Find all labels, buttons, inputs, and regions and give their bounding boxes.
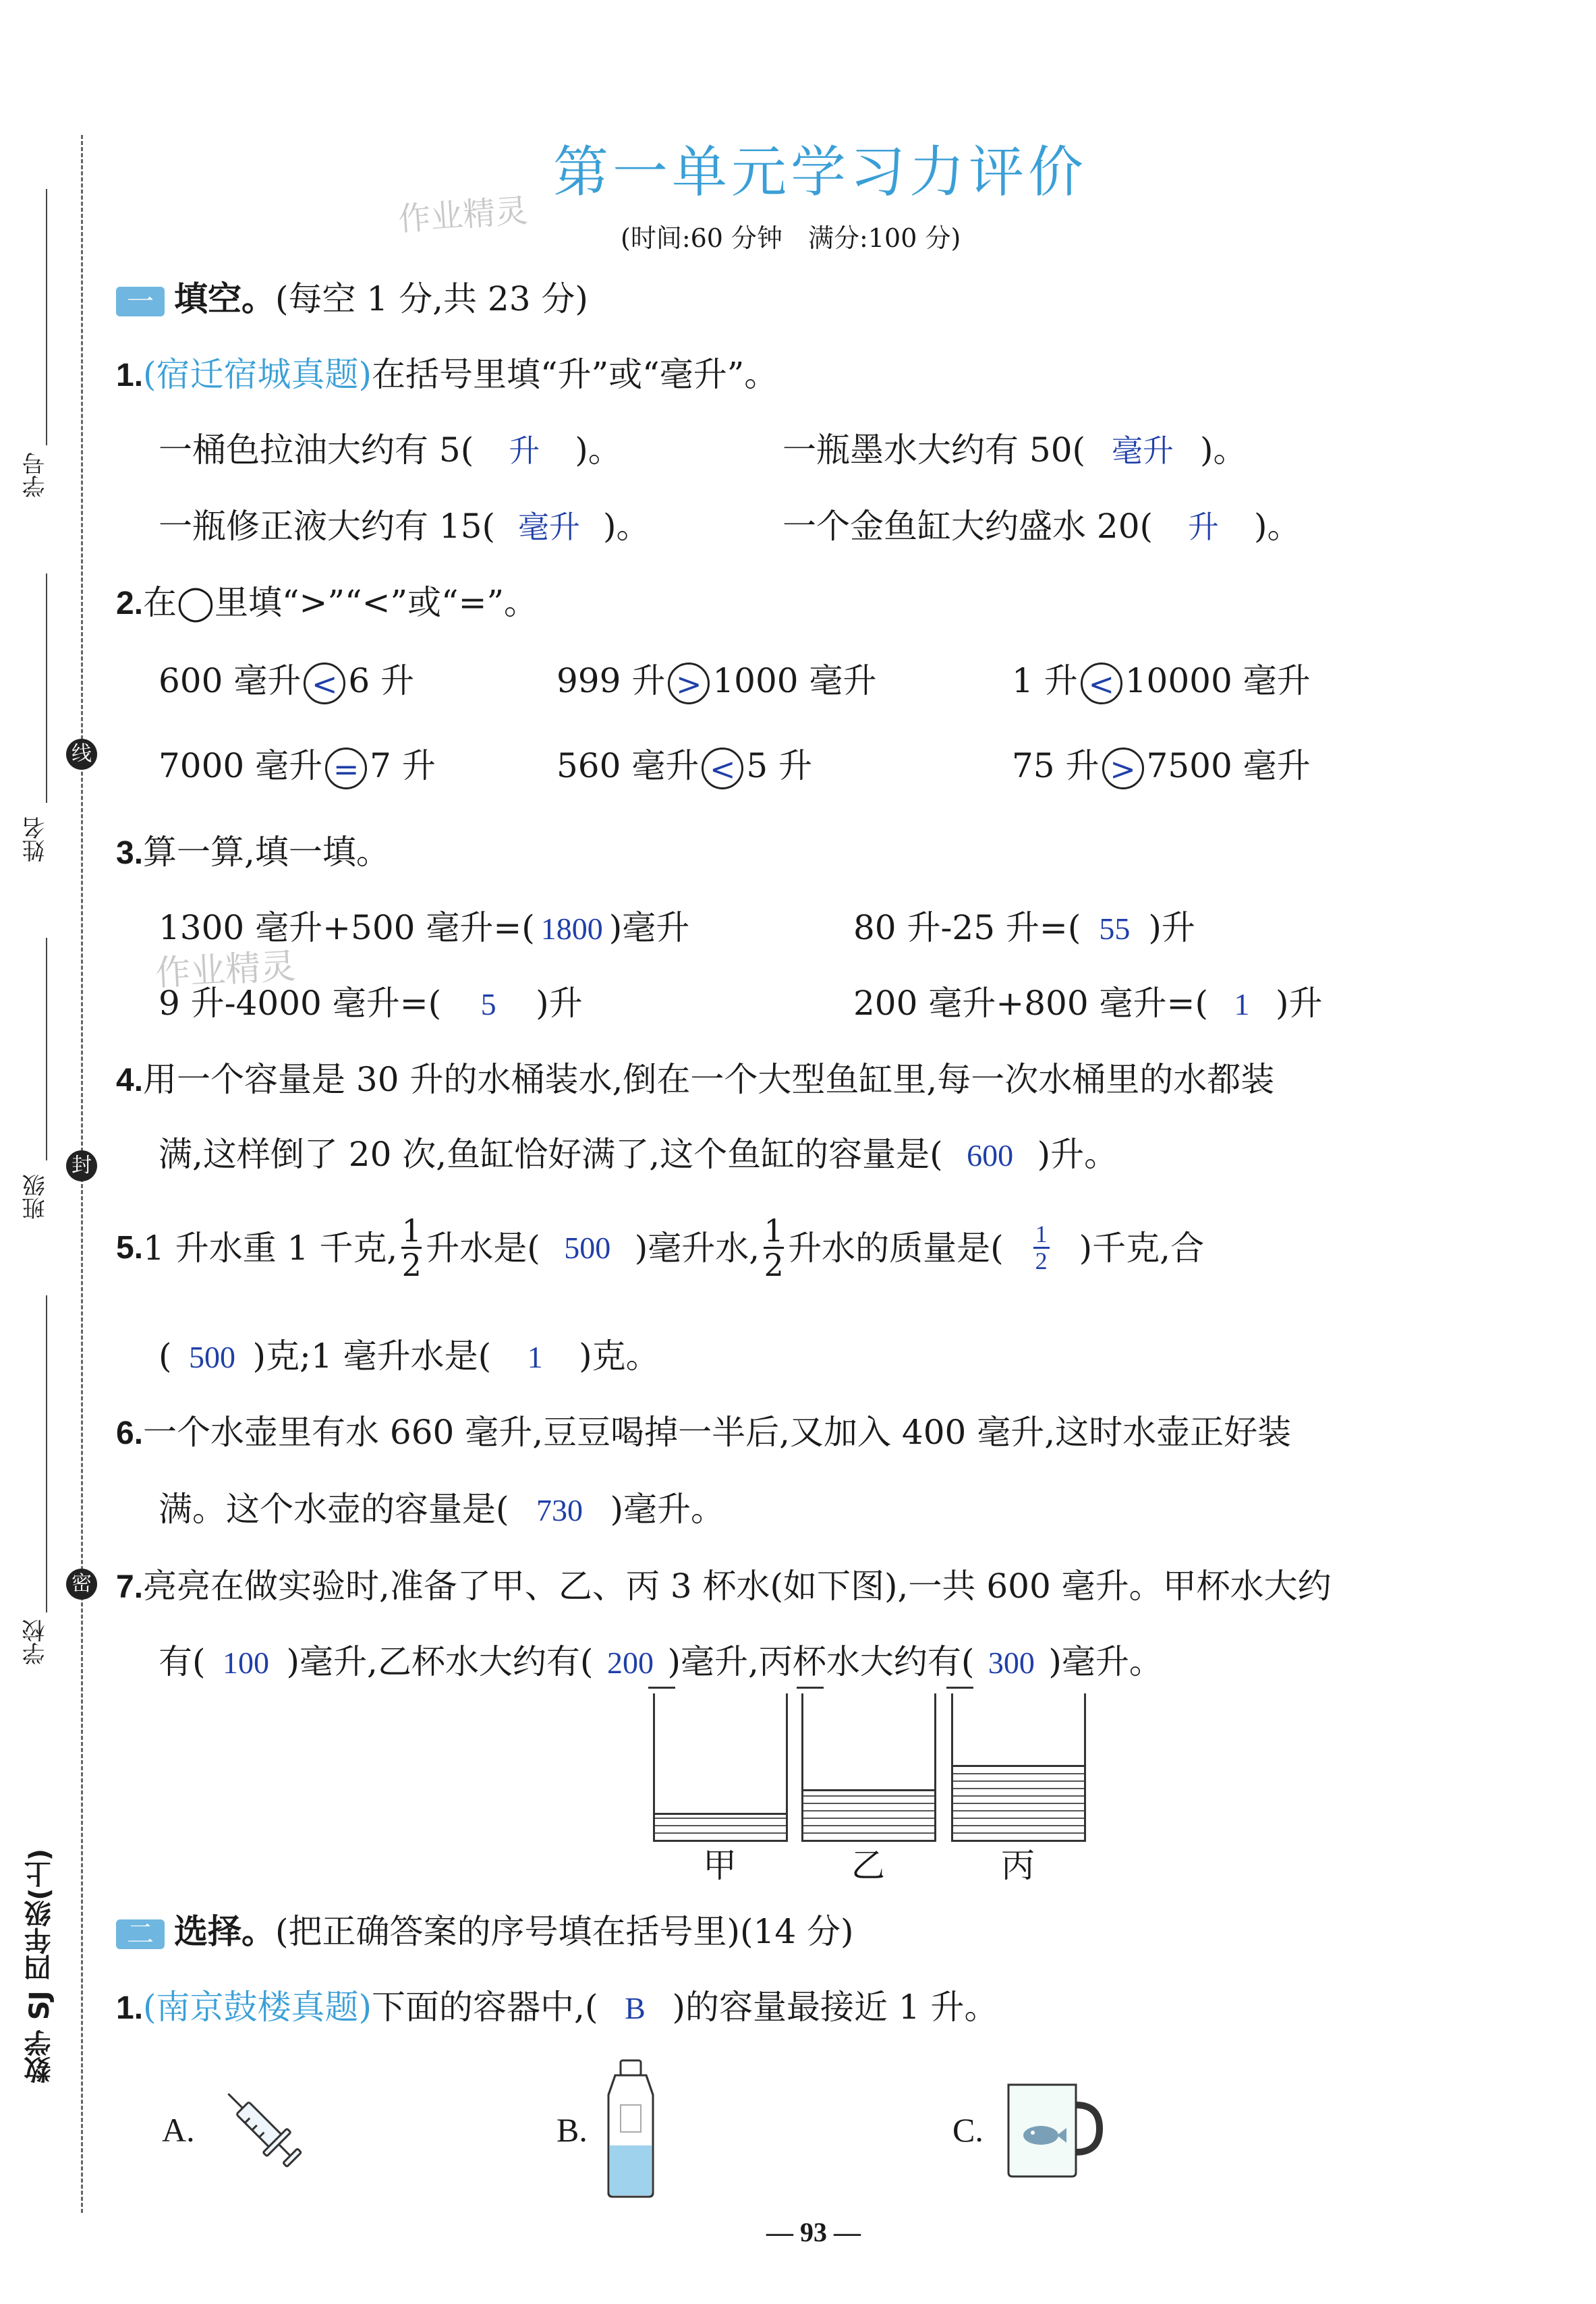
q7-answer-1: 100 [223, 1646, 270, 1680]
q2-1-left: 600 毫升 [159, 661, 302, 700]
q2-item-1 [159, 663, 414, 704]
q1-d-post: )。 [1254, 507, 1301, 546]
q6-text-2-post: )毫升。 [610, 1490, 725, 1529]
s2-q1-number: 1. [116, 1990, 144, 2026]
q1-stem [116, 355, 778, 394]
q5-line-1 [116, 1214, 1204, 1282]
mug-icon [1002, 2078, 1103, 2179]
s2-q1-source: (南京鼓楼真题) [143, 1988, 372, 2027]
q1-a-answer: 升 [509, 434, 540, 468]
q2-2-right: 1000 毫升 [712, 661, 877, 700]
q5-text-5: )千克,合 [1079, 1228, 1205, 1268]
q3-item-a [159, 908, 690, 947]
side-label-banji: 班级 [22, 1174, 49, 1220]
q5-answer-2-num: 1 [1035, 1220, 1048, 1247]
q2-text: 在◯里填“>”“<”或“=”。 [143, 583, 538, 622]
q5-answer-2 [1008, 1222, 1075, 1275]
q6-text-2-pre: 满。这个水壶的容量是( [159, 1490, 509, 1529]
q1-b-answer: 毫升 [1112, 434, 1174, 468]
q6-line-2 [159, 1490, 725, 1529]
section-1-note: (每空 1 分,共 23 分) [275, 279, 588, 318]
q5-answer-1: 500 [564, 1230, 611, 1265]
q2-5-answer-circle: < [702, 748, 743, 789]
cup-jia [653, 1693, 788, 1842]
q3-c-pre: 9 升-4000 毫升=( [159, 984, 442, 1023]
q5-answer-3: 500 [189, 1340, 236, 1374]
q3-stem [116, 835, 390, 870]
q5-line-2-mid: )克;1 毫升水是( [252, 1337, 492, 1376]
q1-b-post: )。 [1200, 430, 1247, 470]
q3-a-pre: 1300 毫升+500 毫升=( [159, 908, 535, 947]
watermark-middle: 作业精灵 [154, 946, 297, 994]
q2-2-answer-circle: > [668, 663, 710, 704]
q7-answer-3: 300 [988, 1646, 1035, 1680]
side-line-xingming [46, 573, 47, 803]
section-2-title: 选择。 [174, 1912, 275, 1951]
q3-b-pre: 80 升-25 升=( [853, 908, 1081, 947]
q1-item-a [159, 430, 622, 470]
q5-line-2-post: )克。 [579, 1337, 660, 1376]
q7-line-2 [159, 1642, 1163, 1681]
q5-fraction-1 [401, 1214, 422, 1282]
q6-line-1 [116, 1415, 1291, 1450]
side-line-xuexiao [46, 1295, 47, 1612]
q1-d-pre: 一个金鱼缸大约盛水 20( [782, 507, 1153, 546]
q6-number: 6. [116, 1415, 144, 1451]
q4-line-2 [159, 1135, 1118, 1174]
q3-b-post: )升 [1148, 908, 1195, 947]
q7-answer-2: 200 [606, 1646, 654, 1680]
q1-item-d [782, 507, 1301, 546]
q5-answer-2-den: 2 [1035, 1247, 1048, 1275]
cup-jia-water [655, 1813, 786, 1840]
option-a-label: A. [162, 2111, 195, 2149]
q2-3-right: 10000 毫升 [1124, 661, 1311, 700]
q2-5-right: 5 升 [746, 746, 813, 785]
section-2-note: (把正确答案的序号填在括号里)(14 分) [275, 1912, 854, 1951]
q7-text-3: )毫升,乙杯水大约有( [286, 1642, 594, 1681]
q2-3-left: 1 升 [1012, 661, 1078, 700]
q2-6-answer-circle: > [1102, 748, 1144, 789]
watermark-top: 作业精灵 [397, 192, 530, 239]
q7-text-4: )毫升,丙杯水大约有( [667, 1642, 975, 1681]
q1-d-answer: 升 [1188, 510, 1220, 544]
cup-bing-water [953, 1765, 1084, 1841]
page-title: 第一单元学习力评价 [553, 140, 1088, 204]
q5-fraction-1-den: 2 [401, 1247, 422, 1284]
s2-q1-pre: 下面的容器中,( [372, 1988, 598, 2027]
s2-q1-answer: B [625, 1991, 646, 2025]
q7-text-5: )毫升。 [1048, 1642, 1163, 1681]
bottle-icon [600, 2058, 661, 2199]
q3-c-post: )升 [536, 984, 583, 1023]
q1-source: (宿迁宿城真题) [143, 355, 372, 394]
side-line-banji [46, 938, 47, 1160]
q2-4-left: 7000 毫升 [159, 746, 323, 785]
seal-feng: 封 [66, 1150, 97, 1181]
q4-text-2-post: )升。 [1037, 1135, 1118, 1174]
q7-number: 7. [116, 1569, 144, 1605]
side-label-xingming: 姓名 [22, 816, 49, 862]
q3-item-b [853, 908, 1195, 947]
q2-number: 2. [116, 586, 144, 621]
q3-number: 3. [116, 835, 144, 871]
cup-yi [801, 1693, 936, 1842]
q1-c-answer: 毫升 [518, 510, 581, 544]
seal-xian: 线 [66, 739, 97, 770]
s2-q1-stem [116, 1990, 998, 2025]
q2-stem [116, 583, 538, 622]
option-b-label: B. [557, 2111, 588, 2149]
side-label-xuexiao: 学校 [22, 1619, 49, 1665]
q6-answer: 730 [536, 1493, 583, 1527]
q5-text-3: )毫升水, [634, 1228, 760, 1268]
q3-d-post: )升 [1275, 984, 1323, 1023]
syringe-icon [212, 2078, 314, 2179]
q6-text-1: 一个水壶里有水 660 毫升,豆豆喝掉一半后,又加入 400 毫升,这时水壶正好装 [143, 1413, 1292, 1452]
q5-fraction-2-den: 2 [764, 1247, 784, 1284]
q4-text-1: 用一个容量是 30 升的水桶装水,倒在一个大型鱼缸里,每一次水桶里的水都装 [143, 1060, 1275, 1099]
q4-number: 4. [116, 1063, 144, 1098]
q5-line-2 [159, 1337, 660, 1376]
q2-item-5 [557, 748, 812, 789]
q5-text-2: 升水是( [426, 1228, 540, 1268]
q2-5-left: 560 毫升 [557, 746, 700, 785]
q4-line-1 [116, 1060, 1275, 1099]
q7-text-2: 有( [159, 1642, 206, 1681]
page-number: — 93 — [766, 2217, 861, 2247]
q5-fraction-2-num: 1 [764, 1212, 784, 1249]
q5-fraction-1-num: 1 [401, 1212, 422, 1249]
cup-bing-label: 丙 [1001, 1846, 1035, 1885]
q3-a-answer: 1800 [540, 911, 603, 946]
cup-jia-label: 甲 [703, 1846, 737, 1885]
q3-d-answer: 1 [1234, 987, 1250, 1021]
q2-item-3 [1012, 663, 1311, 704]
q1-item-c [159, 507, 650, 546]
q2-1-right: 6 升 [348, 661, 415, 700]
q2-2-left: 999 升 [557, 661, 666, 700]
q2-item-2 [557, 663, 876, 704]
section-1-title: 填空。 [174, 279, 275, 318]
q2-6-left: 75 升 [1012, 746, 1100, 785]
q3-item-d [853, 984, 1323, 1023]
cup-bing [951, 1693, 1086, 1842]
section-2-heading [116, 1912, 854, 1951]
section-1-number: 一 [116, 287, 165, 316]
q1-b-pre: 一瓶墨水大约有 50( [782, 430, 1086, 470]
q3-d-pre: 200 毫升+800 毫升=( [853, 984, 1208, 1023]
q4-answer: 600 [967, 1138, 1014, 1173]
section-1-heading [116, 279, 588, 318]
q2-1-answer-circle: < [304, 663, 345, 704]
q1-a-post: )。 [575, 430, 622, 470]
q1-number: 1. [116, 358, 144, 393]
q3-text: 算一算,填一填。 [143, 833, 390, 872]
q3-a-post: )毫升 [608, 908, 690, 947]
q2-6-right: 7500 毫升 [1146, 746, 1311, 785]
q5-number: 5. [116, 1229, 144, 1266]
q3-c-answer: 5 [480, 987, 496, 1021]
cup-yi-water [803, 1789, 934, 1840]
q7-text-1: 亮亮在做实验时,准备了甲、乙、丙 3 杯水(如下图),一共 600 毫升。甲杯水大约 [143, 1567, 1332, 1606]
page-subtitle: (时间:60 分钟 满分:100 分) [621, 223, 961, 253]
q2-4-right: 7 升 [370, 746, 436, 785]
seal-mi: 密 [66, 1569, 97, 1600]
q5-text-4: 升水的质量是( [788, 1228, 1004, 1268]
q2-4-answer-circle: = [325, 748, 367, 789]
side-book-label: 数学 SJ 四年级(上) [24, 1849, 55, 2084]
side-label-xuehao: 学号 [22, 452, 49, 498]
q5-line-2-pre: ( [159, 1337, 172, 1376]
q2-3-answer-circle: < [1081, 663, 1122, 704]
q1-item-b [782, 430, 1247, 470]
q2-item-4 [159, 748, 436, 789]
s2-q1-post: )的容量最接近 1 升。 [672, 1988, 998, 2027]
q5-fraction-2 [764, 1214, 784, 1282]
side-line-xuehao [46, 189, 47, 445]
q3-b-answer: 55 [1099, 911, 1131, 946]
section-2-number: 二 [116, 1919, 165, 1949]
q7-line-1 [116, 1569, 1332, 1604]
q2-item-6 [1012, 748, 1311, 789]
option-c-label: C. [952, 2111, 984, 2149]
q1-c-pre: 一瓶修正液大约有 15( [159, 507, 496, 546]
q1-c-post: )。 [603, 507, 650, 546]
q5-text-1: 1 升水重 1 千克, [143, 1228, 398, 1268]
q4-text-2-pre: 满,这样倒了 20 次,鱼缸恰好满了,这个鱼缸的容量是( [159, 1135, 943, 1174]
q1-text: 在括号里填“升”或“毫升”。 [372, 355, 778, 394]
cup-yi-label: 乙 [851, 1846, 885, 1885]
q1-a-pre: 一桶色拉油大约有 5( [159, 430, 474, 470]
q5-answer-4: 1 [527, 1340, 543, 1374]
